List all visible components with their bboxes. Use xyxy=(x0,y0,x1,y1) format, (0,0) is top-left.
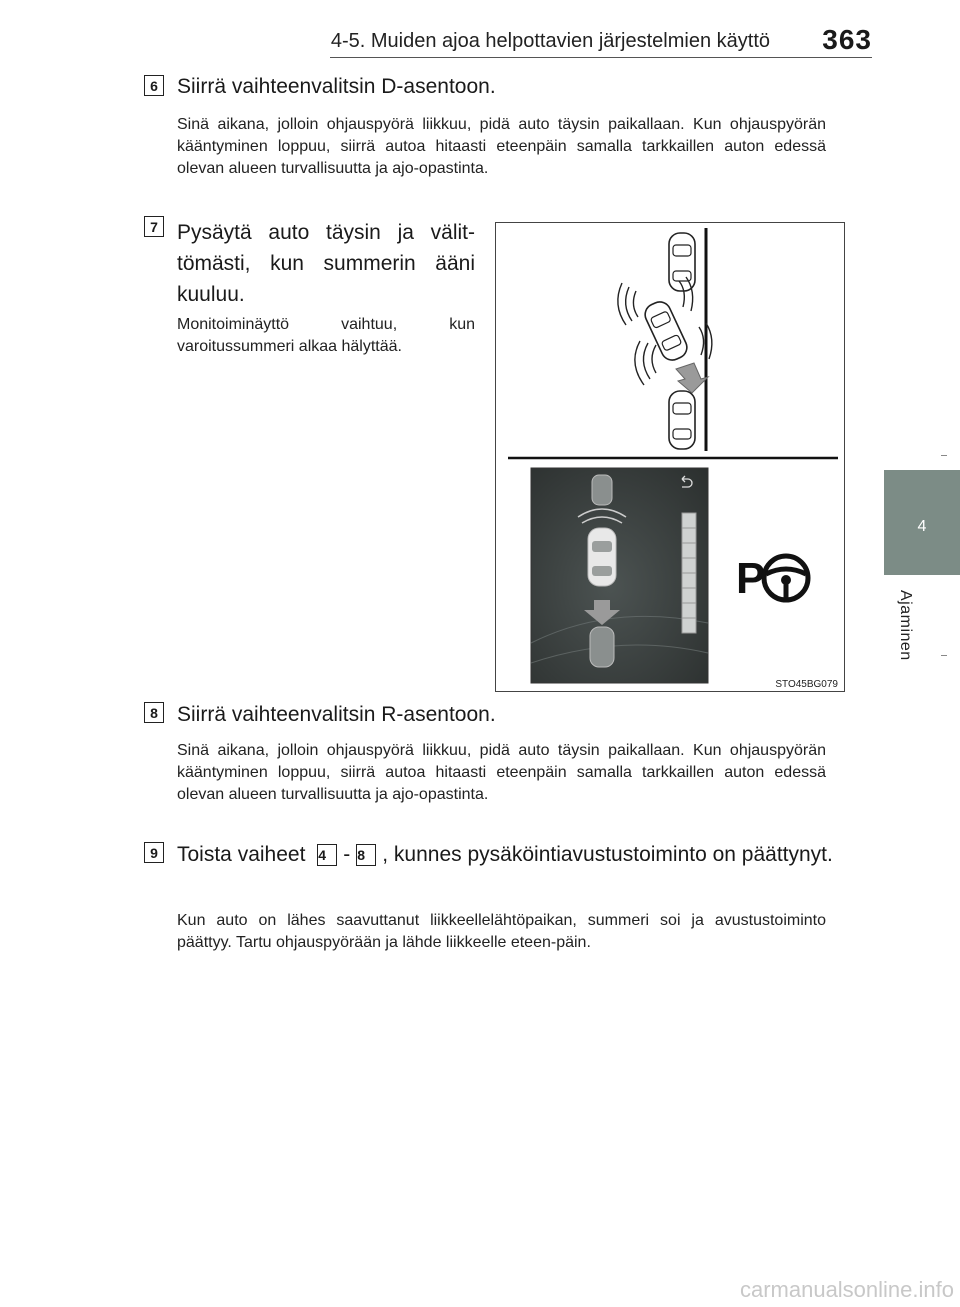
maneuvering-car xyxy=(642,298,691,363)
parking-p-symbol: P xyxy=(736,554,766,603)
step-number-6: 6 xyxy=(144,75,164,96)
step-body: Sinä aikana, jolloin ohjauspyörä liikkuu, pidä auto täysin paikallaan. Kun ohjauspyörän kääntyminen loppuu, siirrä autoa hitaasti eteenpäin samalla tarkkaillen auton edessä olevan alueen turvallisuutta ja ajo-opastinta. xyxy=(177,742,826,803)
step-title: Pysäytä auto täysin ja välittömästi, kun summerin ääni kuuluu. xyxy=(177,221,475,306)
step-title-suffix: , kunnes pysäköintiavustustoiminto on päättynyt. xyxy=(382,843,833,866)
step-number-8: 8 xyxy=(144,702,164,723)
step-number-9: 9 xyxy=(144,842,164,863)
step-ref-separator: - xyxy=(343,843,351,866)
page-number: 363 xyxy=(822,24,872,55)
parking-assist-figure xyxy=(495,222,845,692)
step-title-9 xyxy=(177,838,840,872)
step-title-prefix: Toista vaiheet xyxy=(177,843,306,866)
step-ref-to: 8 xyxy=(356,844,376,866)
watermark: carmanualsonline.info xyxy=(739,1277,954,1302)
chapter-label: Ajaminen xyxy=(897,590,914,661)
step-ref-from: 4 xyxy=(317,844,337,866)
direction-arrow xyxy=(676,363,708,393)
screen-car-top xyxy=(592,475,612,505)
step-body: Monitoiminäyttö vaihtuu, kun varoitussummeri alkaa hälyttää. xyxy=(177,316,475,355)
screen-car-bottom xyxy=(590,627,614,667)
margin-tick xyxy=(941,655,947,656)
section-title: 4-5. Muiden ajoa helpottavien järjestelmien käyttö xyxy=(330,30,770,52)
parked-car-front xyxy=(669,233,695,291)
header-rule xyxy=(330,57,872,58)
steering-wheel-icon xyxy=(764,556,808,600)
page-header xyxy=(0,0,960,60)
chapter-number: 4 xyxy=(917,518,927,535)
step-title: Siirrä vaihteenvalitsin R-asentoon. xyxy=(177,703,496,726)
step-number-7: 7 xyxy=(144,216,164,237)
parked-car-rear xyxy=(669,391,695,449)
display-screen xyxy=(531,468,708,683)
illustration xyxy=(496,223,844,691)
step-body: Sinä aikana, jolloin ohjauspyörä liikkuu, pidä auto täysin paikallaan. Kun ohjauspyörän kääntyminen loppuu, siirrä autoa hitaasti eteenpäin samalla tarkkaillen auton edessä olevan alueen turvallisuutta ja ajo-opastinta. xyxy=(177,116,826,177)
step-title: Siirrä vaihteenvalitsin D-asentoon. xyxy=(177,75,496,98)
figure-code: STO45BG079 xyxy=(775,679,838,690)
margin-tick xyxy=(941,455,947,456)
step-body: Kun auto on lähes saavuttanut liikkeellelähtöpaikan, summeri soi ja avustustoiminto päättyy. Tartu ohjauspyörään ja lähde liikkeelle eteen-päin. xyxy=(177,912,826,951)
chapter-tab xyxy=(884,470,960,575)
